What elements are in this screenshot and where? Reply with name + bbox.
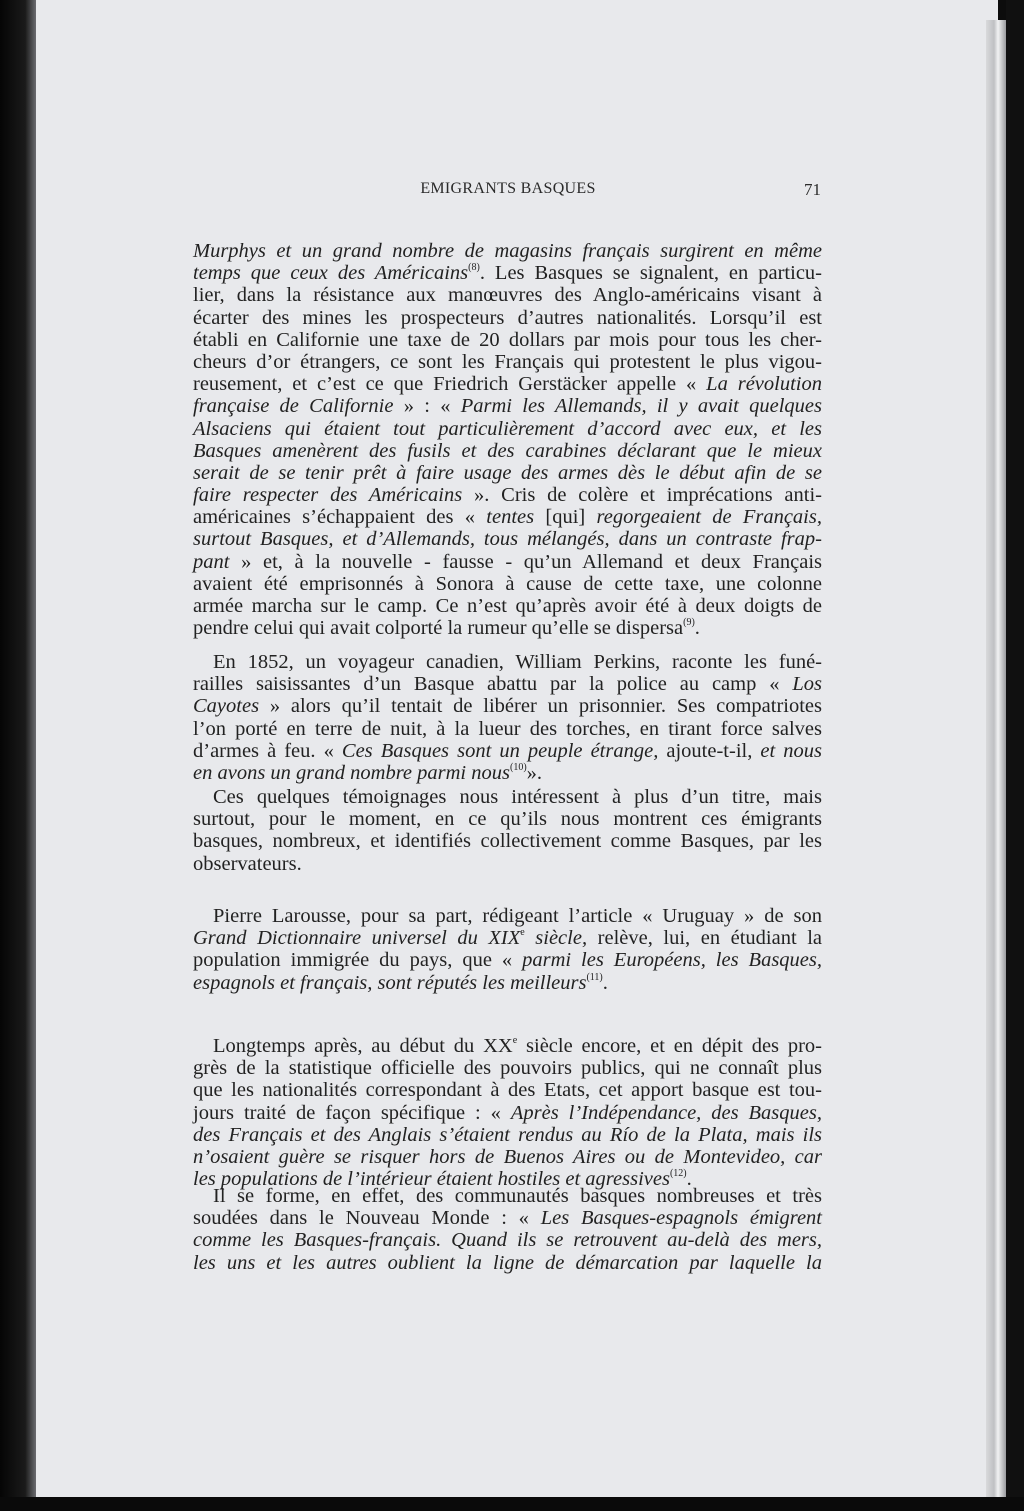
italic-text: parmi les Européens, les Basques, <box>522 949 822 972</box>
text-line <box>193 284 822 306</box>
italic-text: faire respecter des Américains <box>193 484 463 507</box>
italic-text: serait de se tenir prêt à faire usage des armes dès le début afin de se <box>193 461 822 484</box>
italic-text: Alsaciens qui étaient tout particulièrement d’accord avec eux, et les <box>193 417 822 440</box>
text-run: Longtemps après, au début du XX <box>213 1035 513 1057</box>
text-run: d’armes à feu. « <box>193 739 342 762</box>
footnote-ref: (10) <box>509 761 527 773</box>
italic-text: Murphys et un grand nombre de magasins français surgirent en même <box>193 240 822 262</box>
footnote-ref: (9) <box>683 617 695 629</box>
text-run: . <box>602 971 608 994</box>
text-run: avaient été emprisonnés à Sonora à cause de cette taxe, une colonne <box>193 572 822 595</box>
italic-text: regorgeaient de Français, <box>596 506 822 529</box>
footnote-ref: e <box>512 1035 518 1046</box>
footnote-ref: (8) <box>468 262 480 274</box>
text-line <box>193 651 822 673</box>
text-run: » : « <box>393 395 461 418</box>
text-line <box>193 307 822 329</box>
text-run: Ces quelques témoignages nous intéressent à plus d’un titre, mais <box>213 786 822 808</box>
text-line <box>193 762 822 784</box>
paragraph <box>193 786 822 875</box>
italic-text: temps que ceux des Américains <box>193 262 469 285</box>
text-line <box>193 617 822 639</box>
text-run: basques, nombreux, et identifiés collectivement comme Basques, par les <box>193 830 822 853</box>
text-line <box>193 1207 822 1229</box>
italic-text: des Français et des Anglais s’étaient rendus au Río de la Plata, mais ils <box>193 1123 822 1146</box>
footnote-ref: e <box>520 927 525 939</box>
text-run: écarter des mines les prospecteurs d’autres nationalités. Lorsqu’il est <box>193 306 822 329</box>
italic-text: comme les Basques-français. Quand ils se retrouvent au-delà des mers, <box>193 1229 822 1252</box>
text-line <box>193 673 822 695</box>
footnote-ref: (11) <box>586 971 603 983</box>
text-line <box>193 905 822 927</box>
italic-text: Grand Dictionnaire universel du XIX <box>193 927 521 950</box>
scan-left-edge <box>0 0 36 1511</box>
text-run: ajoute-t-il, <box>658 739 761 762</box>
text-run: Pierre Larousse, pour sa part, rédigeant l’article « Uruguay » de son <box>213 905 822 927</box>
text-line <box>193 484 822 506</box>
italic-text: les uns et les autres oublient la ligne de démarcation par laquelle la <box>193 1251 822 1274</box>
text-run: américaines s’échappaient des « <box>193 506 487 529</box>
italic-text: surtout Basques, et d’Allemands, tous mélangés, dans un contraste frap- <box>193 528 822 551</box>
text-line <box>193 972 822 994</box>
italic-text: en avons un grand nombre parmi nous <box>193 761 510 784</box>
text-line <box>193 1146 822 1168</box>
text-line <box>193 573 822 595</box>
paragraph <box>193 905 822 994</box>
text-line <box>193 395 822 417</box>
italic-text: Parmi les Allemands, il y avait quelques <box>460 395 822 418</box>
text-run: » et, à la nouvelle - fausse - qu’un Allemand et deux Français <box>229 550 822 573</box>
italic-text: Cayotes <box>193 695 260 718</box>
text-run: . <box>686 1168 692 1191</box>
italic-text: siècle, <box>524 927 588 950</box>
text-run: En 1852, un voyageur canadien, William Perkins, raconte les funé- <box>213 651 822 673</box>
page-stack-edge <box>986 20 1006 1500</box>
italic-text: Basques amenèrent des fusils et des carabines déclarant que le mieux <box>193 439 822 462</box>
text-run: soudées dans le Nouveau Monde : « <box>193 1207 541 1230</box>
paragraph <box>193 651 822 784</box>
text-line <box>193 528 822 550</box>
text-run: . Les Basques se signalent, en particu- <box>479 262 822 285</box>
italic-text: Après l’Indépendance, des Basques, <box>510 1101 822 1124</box>
text-line <box>193 595 822 617</box>
italic-text: n’osaient guère se risquer hors de Buenos Aires ou de Montevideo, car <box>193 1145 822 1168</box>
text-run: grès de la statistique officielle des pouvoirs publics, qui ne connaît plus <box>193 1057 822 1080</box>
text-run: pendre celui qui avait colporté la rumeur qu’elle se dispersa <box>193 617 684 640</box>
text-line <box>193 853 822 875</box>
text-line <box>193 1057 822 1079</box>
text-line <box>193 462 822 484</box>
text-run: railles saisissantes d’un Basque abattu par la police au camp « <box>193 673 793 696</box>
text-line <box>193 949 822 971</box>
italic-text: Los <box>792 673 822 696</box>
text-line <box>193 740 822 762</box>
text-run: jours traité de façon spécifique : « <box>193 1101 511 1124</box>
text-run: observateurs. <box>193 852 302 875</box>
text-line <box>193 1035 822 1057</box>
text-line <box>193 418 822 440</box>
text-run: établi en Californie une taxe de 20 dollars par mois pour tous les cher- <box>193 328 822 351</box>
italic-text: française de Californie <box>193 395 394 418</box>
italic-text: Les Basques-espagnols émigrent <box>540 1207 822 1230</box>
text-line <box>193 786 822 808</box>
paragraph <box>193 240 822 639</box>
italic-text: Ces Basques sont un peuple étrange, <box>341 739 659 762</box>
text-line <box>193 373 822 395</box>
page-number: 71 <box>804 180 821 199</box>
text-line <box>193 240 822 262</box>
text-run: reusement, et c’est ce que Friedrich Gerstäcker appelle « <box>193 373 707 396</box>
italic-text: et nous <box>760 739 822 762</box>
text-line <box>193 262 822 284</box>
scan-bottom-edge <box>0 1497 1024 1511</box>
text-run: Il se forme, en effet, des communautés basques nombreuses et très <box>213 1185 822 1207</box>
text-line <box>193 551 822 573</box>
italic-text: pant <box>193 550 230 573</box>
text-run: que les nationalités correspondant à des Etats, cet apport basque est tou- <box>193 1079 822 1102</box>
italic-text: La révolution <box>706 373 822 396</box>
text-run: relève, lui, en étudiant la <box>587 927 823 950</box>
text-line <box>193 695 822 717</box>
italic-text: les populations de l’intérieur étaient hostiles et agressives <box>193 1168 670 1191</box>
text-line <box>193 506 822 528</box>
text-run: . <box>694 617 700 640</box>
text-line <box>193 1124 822 1146</box>
text-run: ». Cris de colère et imprécations anti- <box>462 484 822 507</box>
scan-right-edge <box>1006 0 1024 1511</box>
italic-text: tentes <box>486 506 535 529</box>
paragraph <box>193 1185 822 1274</box>
text-run: lier, dans la résistance aux manœuvres des Anglo-américains visant à <box>193 284 822 307</box>
italic-text: espagnols et français, sont réputés les meilleurs <box>193 971 587 994</box>
text-line <box>193 351 822 373</box>
footnote-ref: (12) <box>669 1168 687 1180</box>
text-line <box>193 718 822 740</box>
paragraph <box>193 1035 822 1190</box>
text-run: cheurs d’or étrangers, ce sont les Français qui protestent le plus vigou- <box>193 350 822 373</box>
text-line <box>193 1252 822 1274</box>
text-line <box>193 830 822 852</box>
text-run: population immigrée du pays, que « <box>193 949 523 972</box>
text-line <box>193 808 822 830</box>
text-run: [qui] <box>534 506 597 529</box>
text-line <box>193 1185 822 1207</box>
text-line <box>193 927 822 949</box>
running-header <box>193 180 823 202</box>
text-line <box>193 440 822 462</box>
text-line <box>193 329 822 351</box>
text-line <box>193 1079 822 1101</box>
text-run: » alors qu’il tentait de libérer un prisonnier. Ses compatriotes <box>259 695 822 718</box>
text-line <box>193 1229 822 1251</box>
running-title: EMIGRANTS BASQUES <box>420 180 596 197</box>
text-run: ». <box>526 761 543 784</box>
text-run: l’on porté en terre de nuit, à la lueur des torches, en tirant force salves <box>193 717 822 740</box>
text-run: armée marcha sur le camp. Ce n’est qu’après avoir été à deux doigts de <box>193 595 822 617</box>
text-run: surtout, pour le moment, en ce qu’ils nous montrent ces émigrants <box>193 808 822 831</box>
text-line <box>193 1102 822 1124</box>
text-run: siècle encore, et en dépit des pro- <box>517 1035 822 1057</box>
